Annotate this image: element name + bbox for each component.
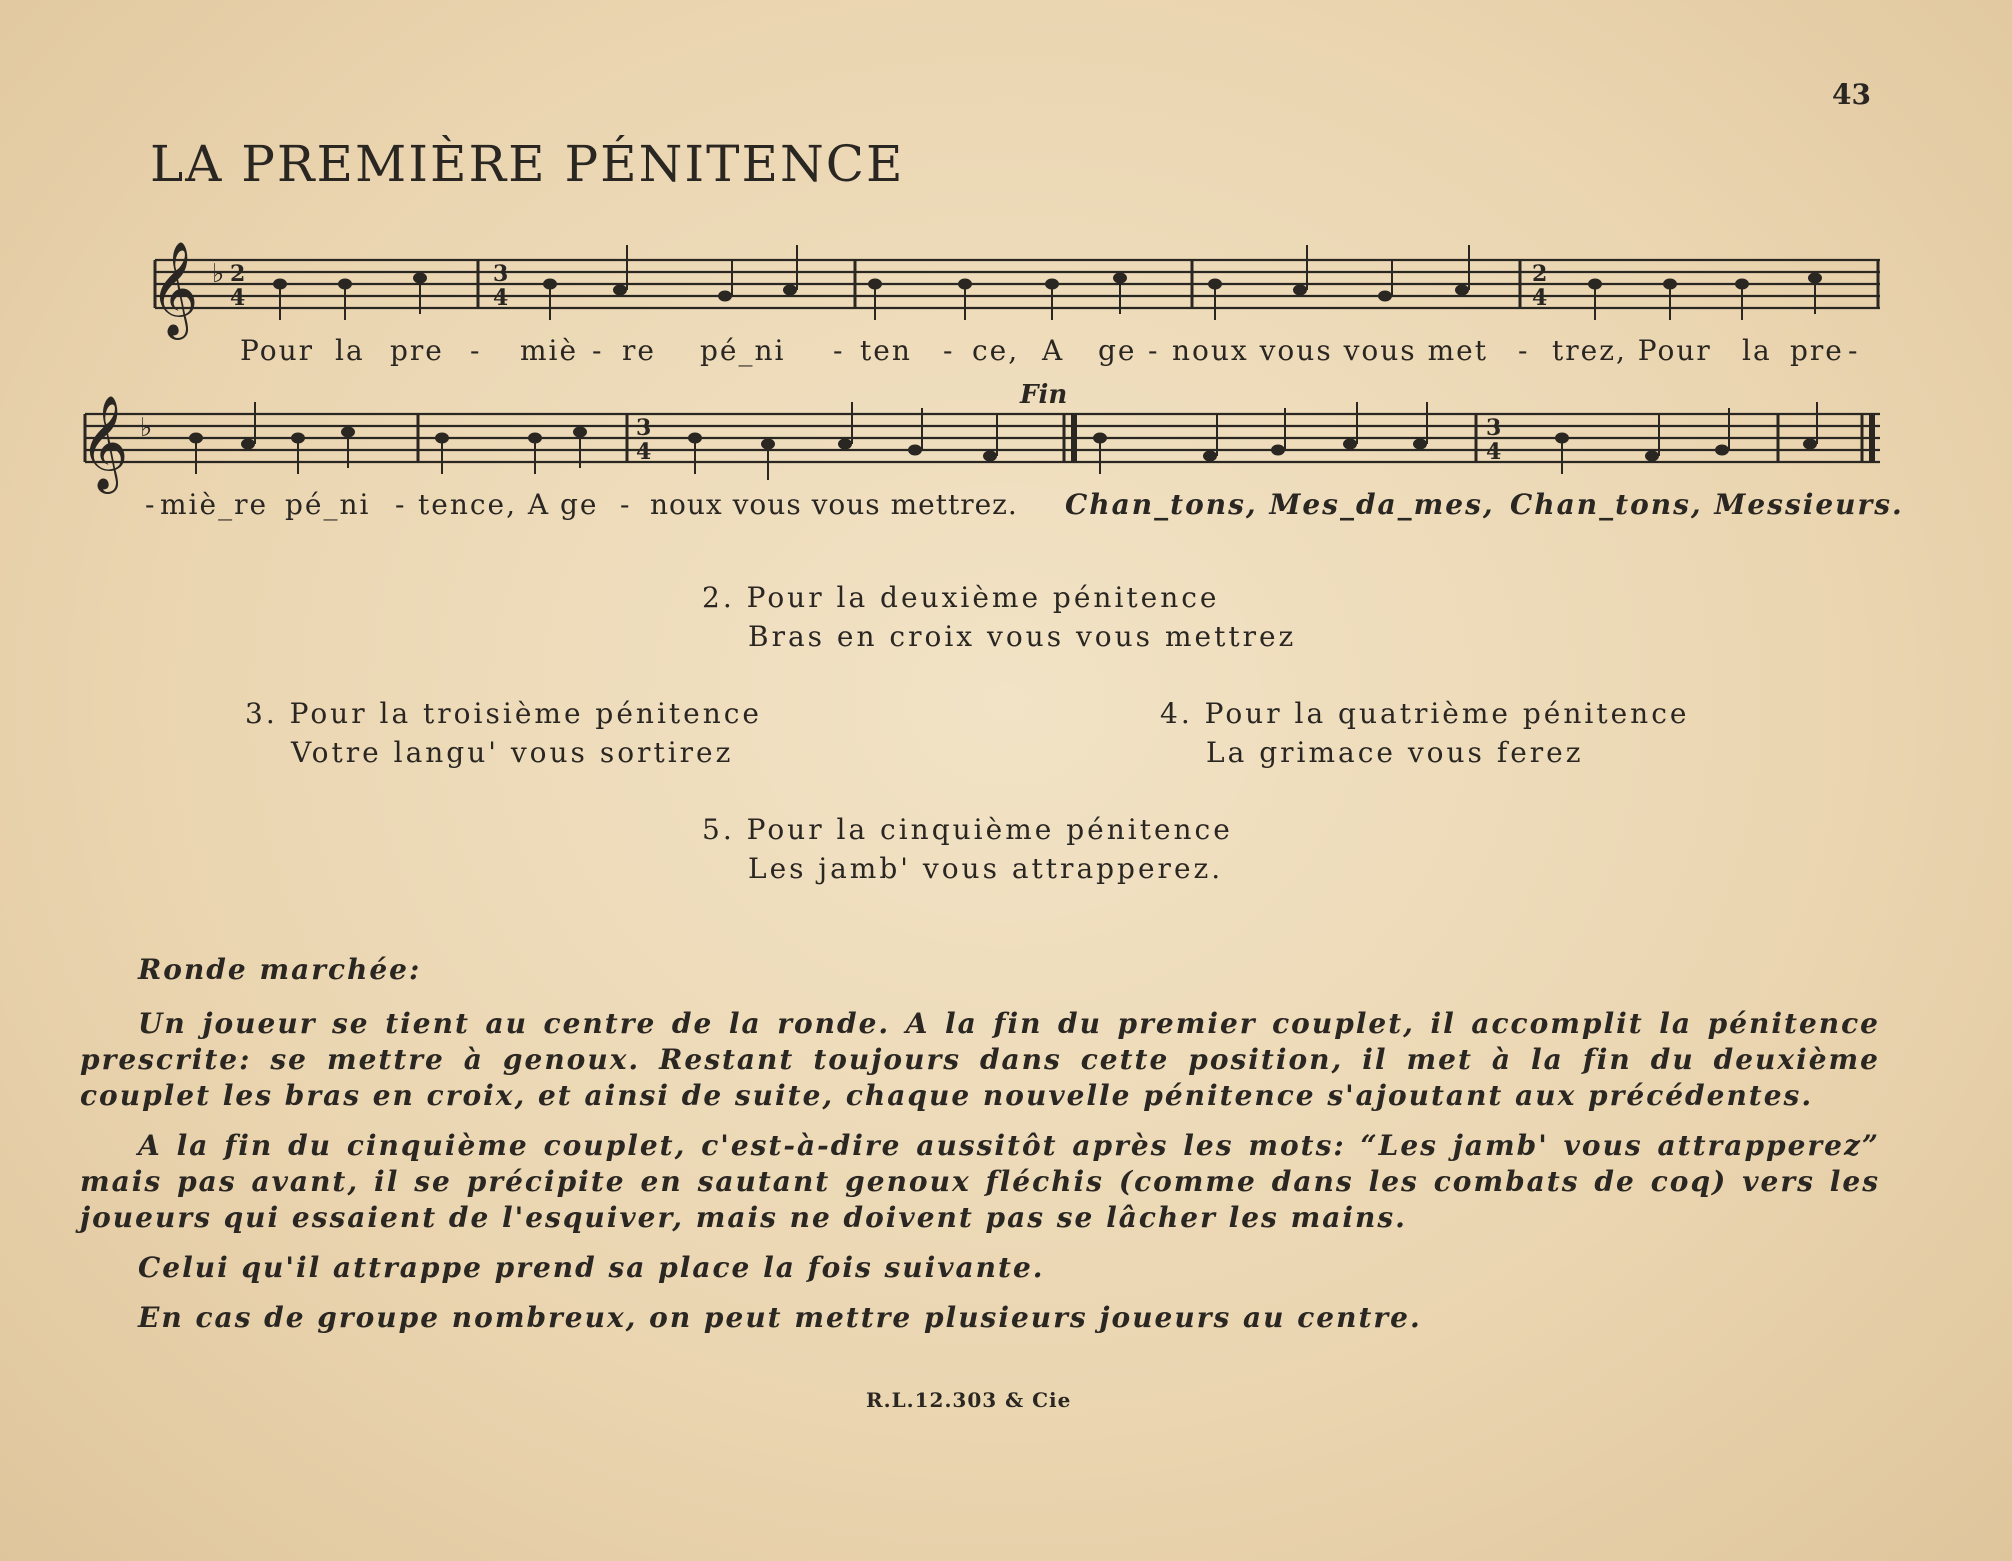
note xyxy=(908,445,922,456)
verse-line: La grimace vous ferez xyxy=(1206,736,1584,769)
refrain-lyric: Chan_tons, Messieurs. xyxy=(1510,488,1904,521)
note xyxy=(1715,445,1729,456)
svg-text:3: 3 xyxy=(1486,415,1502,441)
svg-text:3: 3 xyxy=(493,261,509,287)
verse-line: 3. Pour la troisième pénitence xyxy=(245,697,762,730)
instructions-heading: Ronde marchée: xyxy=(138,953,422,986)
svg-text:4: 4 xyxy=(230,285,246,311)
lyric-syllable: miè xyxy=(520,334,579,367)
instructions-paragraph: Un joueur se tient au centre de la ronde. A la fin du premier couplet, il accomplit la pénitence prescrite: se mettre à genoux. Restant toujours dans cette position, il met à la fin du deuxième couplet les bras en croix, et ainsi de suite, chaque nouvelle pénitence s'ajoutant aux précédentes. xyxy=(80,1007,1880,1112)
lyric-syllable: tence, A xyxy=(418,488,551,521)
lyric-syllable: - xyxy=(145,488,157,521)
lyric-syllable: - xyxy=(592,334,604,367)
verse-4 xyxy=(1160,694,1689,772)
lyric-syllable: Pour xyxy=(240,334,314,367)
lyric-syllable: - xyxy=(1848,334,1860,367)
verse-5 xyxy=(702,810,1233,888)
lyric-syllable: re xyxy=(622,334,656,367)
instructions-paragraph: A la fin du cinquième couplet, c'est-à-dire aussitôt après les mots: “Les jamb' vous attrapperez” mais pas avant, il se précipite en sautant genoux fléchis (comme dans les combats de coq) vers les joueurs qui essaient de l'esquiver, mais ne doivent pas se lâcher les mains. xyxy=(80,1129,1880,1234)
note xyxy=(718,291,732,302)
game-instructions xyxy=(80,952,1880,1350)
verse-3 xyxy=(245,694,762,772)
note xyxy=(838,439,852,450)
svg-text:3: 3 xyxy=(636,415,652,441)
staff-row-2 xyxy=(80,395,1880,494)
lyric-syllable: A xyxy=(1042,334,1065,367)
note xyxy=(1455,285,1469,296)
lyric-syllable: ge xyxy=(1098,334,1137,367)
lyric-syllable: - xyxy=(470,334,482,367)
note xyxy=(1343,439,1357,450)
lyric-syllable: ce, xyxy=(972,334,1020,367)
verse-line: 4. Pour la quatrième pénitence xyxy=(1160,697,1690,730)
lyric-syllable: - xyxy=(1148,334,1160,367)
lyric-syllable: ten xyxy=(860,334,912,367)
treble-clef-icon: 𝄞 xyxy=(150,241,199,336)
note xyxy=(1203,451,1217,462)
note xyxy=(1378,291,1392,302)
lyric-syllable: la xyxy=(335,334,365,367)
instructions-paragraph: En cas de groupe nombreux, on peut mettre plusieurs joueurs au centre. xyxy=(138,1301,1422,1334)
svg-text:♭: ♭ xyxy=(212,259,225,289)
lyric-syllable: pé_ni xyxy=(285,488,371,521)
lyric-syllable: miè_re xyxy=(160,488,269,521)
publisher-reference: R.L.12.303 & Cie xyxy=(866,1388,1072,1412)
lyric-syllable: - xyxy=(833,334,845,367)
lyric-syllable: la xyxy=(1742,334,1772,367)
svg-text:♭: ♭ xyxy=(140,413,153,443)
lyric-syllable: ge xyxy=(560,488,599,521)
note xyxy=(1803,439,1817,450)
refrain-lyric: Chan_tons, Mes_da_mes, xyxy=(1065,488,1495,521)
lyric-syllable: - xyxy=(1518,334,1530,367)
page-number: 43 xyxy=(1832,78,1871,111)
verse-2 xyxy=(702,578,1296,656)
svg-text:4: 4 xyxy=(1532,285,1548,311)
note xyxy=(1293,285,1307,296)
svg-text:4: 4 xyxy=(493,285,509,311)
svg-text:4: 4 xyxy=(636,439,652,465)
lyric-syllable: trez, Pour xyxy=(1552,334,1712,367)
note xyxy=(1645,451,1659,462)
note xyxy=(1413,439,1427,450)
music-score xyxy=(0,0,2012,520)
lyric-syllable: pre xyxy=(390,334,444,367)
lyric-syllable: noux vous vous mettrez. xyxy=(650,488,1018,521)
note xyxy=(613,285,627,296)
svg-text:2: 2 xyxy=(230,261,246,287)
lyric-syllable: noux vous vous met xyxy=(1172,334,1488,367)
svg-text:2: 2 xyxy=(1532,261,1548,287)
treble-clef-icon: 𝄞 xyxy=(80,395,129,490)
note xyxy=(983,451,997,462)
verse-line: Votre langu' vous sortirez xyxy=(291,736,734,769)
lyric-syllable: pre xyxy=(1790,334,1844,367)
lyric-syllable: - xyxy=(395,488,407,521)
note xyxy=(1271,445,1285,456)
staff-row-1 xyxy=(150,241,1880,340)
lyric-syllable: - xyxy=(943,334,955,367)
instructions-paragraph: Celui qu'il attrappe prend sa place la fois suivante. xyxy=(138,1251,1045,1284)
lyric-syllable: - xyxy=(620,488,632,521)
lyric-syllable: pé_ni xyxy=(700,334,786,367)
verse-line: Bras en croix vous vous mettrez xyxy=(748,620,1297,653)
fin-marking: Fin xyxy=(1020,380,1068,410)
song-title: LA PREMIÈRE PÉNITENCE xyxy=(150,135,905,193)
svg-text:4: 4 xyxy=(1486,439,1502,465)
verse-line: 5. Pour la cinquième pénitence xyxy=(702,813,1233,846)
verse-line: Les jamb' vous attrapperez. xyxy=(748,852,1224,885)
note xyxy=(241,439,255,450)
note xyxy=(783,285,797,296)
verse-line: 2. Pour la deuxième pénitence xyxy=(702,581,1220,614)
